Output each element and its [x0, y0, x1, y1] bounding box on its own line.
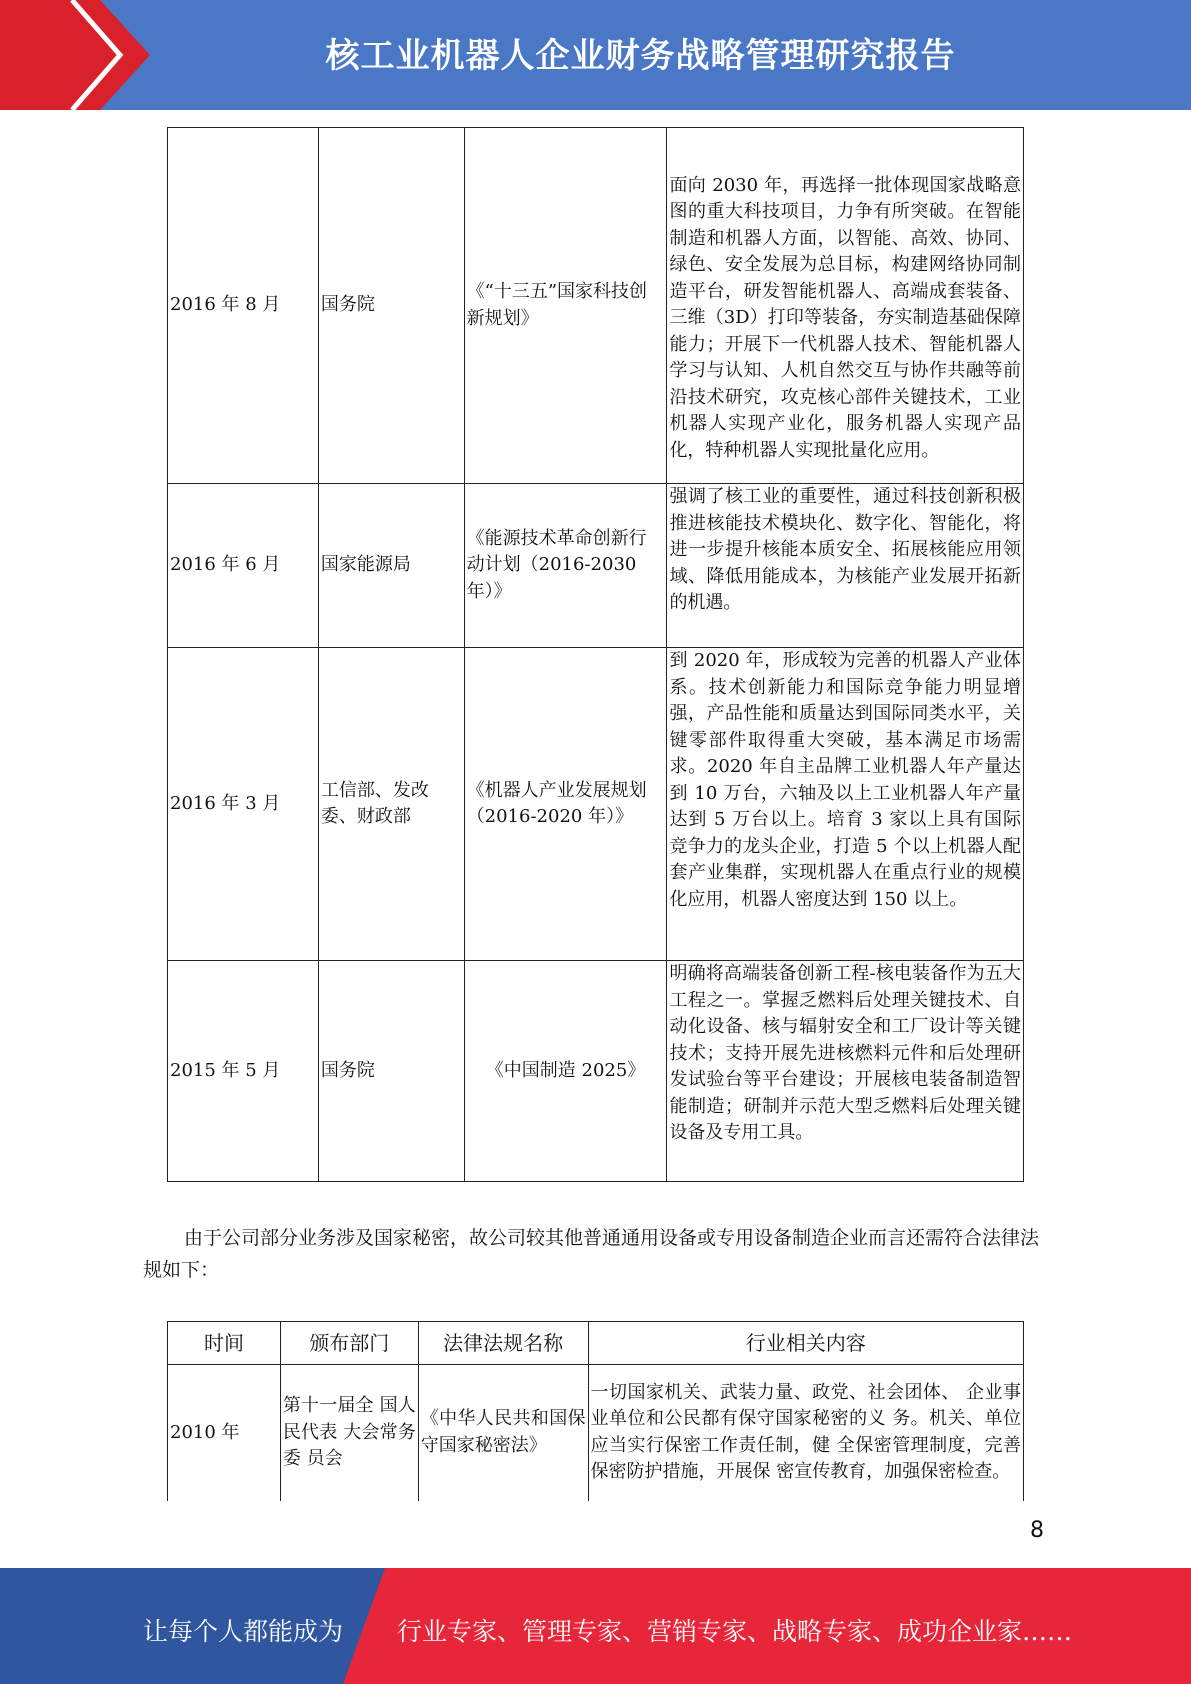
header-time: 时间	[168, 1322, 281, 1365]
header-content: 行业相关内容	[588, 1322, 1023, 1365]
law-table	[167, 1321, 1024, 1501]
row-dept: 第十一届全 国人民代表 大会常务委 员会	[280, 1365, 418, 1501]
table-row	[168, 1365, 1024, 1501]
row-content: 面向 2030 年，再选择一批体现国家战略意图的重大科技项目，力争有所突破。在智能制造和机器人方面，以智能、高效、协同、绿色、安全发展为总目标，构建网络协同制造平台，研发智能机器人、高端成套装备、三维（3D）打印等装备，夯实制造基础保障能力；开展下一代机器人技术、智能机器人学习与认知、人机自然交互与协作共融等前沿技术研究，攻克核心部件关键技术，工业机器人实现产业化，服务机器人实现产品化，特种机器人实现批量化应用。	[667, 128, 1024, 484]
table-row	[168, 961, 1024, 1182]
row-date: 2015 年 5 月	[168, 961, 319, 1182]
row-content: 明确将高端装备创新工程-核电装备作为五大工程之一。掌握乏燃料后处理关键技术、自动化设备、核与辐射安全和工厂设计等关键技术；支持开展先进核燃料元件和后处理研发试验台等平台建设；开展核电装备制造智能制造；研制并示范大型乏燃料后处理关键设备及专用工具。	[667, 961, 1024, 1182]
page-header	[0, 0, 1191, 110]
row-date: 2010 年	[168, 1365, 281, 1501]
report-title: 核工业机器人企业财务战略管理研究报告	[325, 36, 956, 76]
header-law-name: 法律法规名称	[418, 1322, 588, 1365]
footer-slogan-left: 让每个人都能成为	[143, 1617, 344, 1646]
page-footer	[0, 1568, 1191, 1684]
row-date: 2016 年 3 月	[168, 648, 319, 961]
table-row	[168, 128, 1024, 484]
row-law-name: 《能源技术革命创新行动计划（2016-2030 年）》	[464, 484, 667, 648]
row-content: 一切国家机关、武装力量、政党、社会团体、 企业事业单位和公民都有保守国家秘密的义 务。机关、单位应当实行保密工作责任制，健 全保密管理制度，完善保密防护措施，开展保 密宣传教育，加强保密检查。	[588, 1365, 1023, 1501]
table-row	[168, 484, 1024, 648]
policy-table	[167, 127, 1024, 1182]
table-header-row	[168, 1322, 1024, 1365]
row-law-name: 《中华人民共和国保守国家秘密法》	[418, 1365, 588, 1501]
row-dept: 国务院	[318, 128, 464, 484]
row-dept: 工信部、发改委、财政部	[318, 648, 464, 961]
header-chevron-decoration	[0, 0, 170, 110]
page-number: 8	[1030, 1518, 1044, 1543]
row-date: 2016 年 8 月	[168, 128, 319, 484]
row-law-name: 《中国制造 2025》	[464, 961, 667, 1182]
row-content: 到 2020 年，形成较为完善的机器人产业体系。技术创新能力和国际竞争能力明显增强，产品性能和质量达到国际同类水平，关键零部件取得重大突破，基本满足市场需求。2020 年自主品牌工业机器人年产量达到 10 万台，六轴及以上工业机器人年产量达到 5 万台以上。培育 3 家以上具有国际竞争力的龙头企业，打造 5 个以上机器人配套产业集群，实现机器人在重点行业的规模化应用，机器人密度达到 150 以上。	[667, 648, 1024, 961]
red-chevron-shape	[0, 0, 150, 110]
body-paragraph: 由于公司部分业务涉及国家秘密，故公司较其他普通通用设备或专用设备制造企业而言还需符合法律法规如下：	[143, 1227, 1040, 1281]
footer-slogan-right: 行业专家、管理专家、营销专家、战略专家、成功企业家……	[397, 1617, 1073, 1646]
row-dept: 国家能源局	[318, 484, 464, 648]
row-date: 2016 年 6 月	[168, 484, 319, 648]
row-law-name: 《“十三五”国家科技创新规划》	[464, 128, 667, 484]
table-row	[168, 648, 1024, 961]
row-dept: 国务院	[318, 961, 464, 1182]
row-content: 强调了核工业的重要性，通过科技创新积极推进核能技术模块化、数字化、智能化，将进一步提升核能本质安全、拓展核能应用领域、降低用能成本，为核能产业发展开拓新的机遇。	[667, 484, 1024, 648]
row-law-name: 《机器人产业发展规划（2016-2020 年）》	[464, 648, 667, 961]
header-dept: 颁布部门	[280, 1322, 418, 1365]
